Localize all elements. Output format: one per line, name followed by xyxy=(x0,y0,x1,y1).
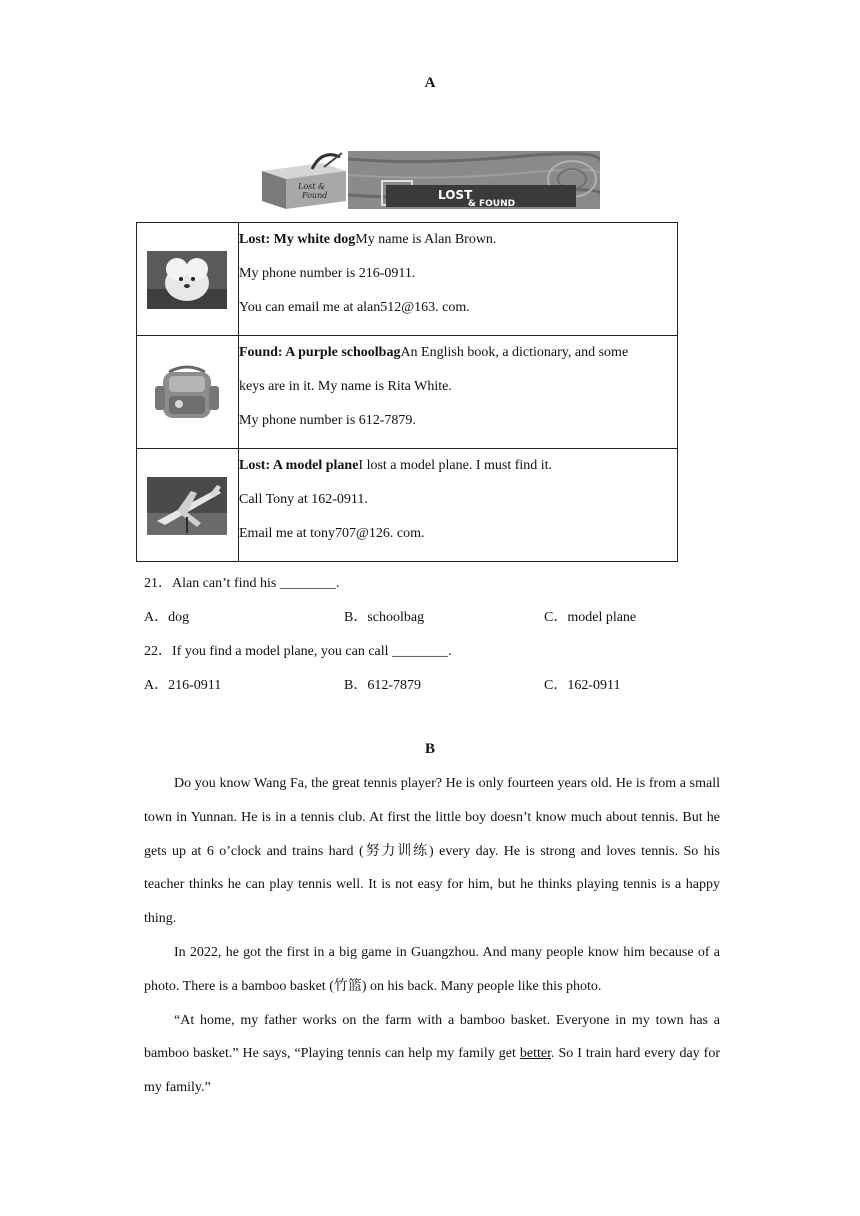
underlined-word: better xyxy=(519,1046,551,1062)
notice-line: My phone number is 216-0911. xyxy=(239,266,416,281)
notice-line: Call Tony at 162-0911. xyxy=(239,492,368,507)
section-b-heading: B xyxy=(424,741,435,757)
question-21-option-c: C．model plane xyxy=(544,610,637,625)
notice-line: Email me at tony707@126. com. xyxy=(239,526,425,541)
question-22: 22．If you find a model plane, you can call ________. xyxy=(144,644,452,659)
section-a-heading: A xyxy=(424,75,436,91)
notice-image-cell xyxy=(137,223,239,336)
notice-line: My name is Alan Brown. xyxy=(355,232,497,247)
lost-and-found-banner xyxy=(262,151,600,209)
notice-image-cell xyxy=(137,336,239,449)
notice-text-cell xyxy=(239,449,678,562)
question-21: 21．Alan can’t find his ________. xyxy=(144,576,340,591)
passage-paragraph-2: In 2022, he got the first in a big game in Guangzhou. And many people know him because of a photo. There is a bamboo basket (竹篮) on his back. Many people like this photo. xyxy=(144,944,720,994)
notice-line: keys are in it. My name is Rita White. xyxy=(239,379,452,394)
lost-found-table xyxy=(136,222,678,562)
notice-text-cell xyxy=(239,336,678,449)
sign-text-lost: LOST xyxy=(438,188,473,202)
notice-title: Found: A purple schoolbag xyxy=(239,345,401,360)
white-dog-photo xyxy=(147,251,227,309)
notice-text-cell xyxy=(239,223,678,336)
notice-row-schoolbag xyxy=(137,336,678,449)
notice-image-cell xyxy=(137,449,239,562)
passage-b xyxy=(144,767,720,1105)
box-text-lost: Lost & xyxy=(298,182,326,191)
passage-paragraph-1: Do you know Wang Fa, the great tennis player? He is only fourteen years old. He is from a small town in Yunnan. He is in a tennis club. At first the little boy doesn’t know much about tennis. But he gets up at 6 o’clock and trains hard (努力训练) every day. He is strong and loves tennis. So his teacher thinks he can play tennis well. It is not easy for him, but he thinks playing tennis is a happy thing. xyxy=(144,776,720,927)
purple-schoolbag-photo xyxy=(147,364,227,422)
model-plane-photo xyxy=(147,477,227,535)
passage-paragraph-3: “At home, my father works on the farm with a bamboo basket. Everyone in my town has a bamboo basket.” He says, “Playing tennis can help my family get better. So I train hard every day for my family.” xyxy=(144,1012,720,1096)
notice-row-plane xyxy=(137,449,678,562)
question-21-option-b: B．schoolbag xyxy=(344,610,425,625)
notice-line: You can email me at alan512@163. com. xyxy=(239,300,470,315)
question-22-option-c: C．162-0911 xyxy=(544,678,621,693)
notice-title: Lost: A model plane xyxy=(239,458,359,473)
sign-text-found: & FOUND xyxy=(468,199,516,209)
question-21-option-a: A．dog xyxy=(144,610,190,625)
question-22-option-b: B．612-7879 xyxy=(344,678,421,693)
notice-line: An English book, a dictionary, and some xyxy=(400,345,629,360)
notice-title: Lost: My white dog xyxy=(239,232,356,247)
notice-line: I lost a model plane. I must find it. xyxy=(358,458,553,473)
question-22-option-a: A．216-0911 xyxy=(144,678,222,693)
notice-line: My phone number is 612-7879. xyxy=(239,413,416,428)
box-text-found: Found xyxy=(302,191,328,200)
notice-row-dog xyxy=(137,223,678,336)
